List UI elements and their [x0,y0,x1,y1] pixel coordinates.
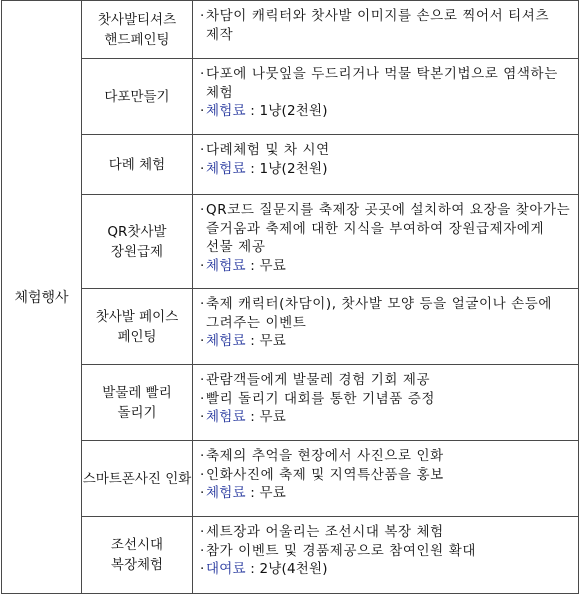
event-name-cell [82,517,193,594]
event-name-cell [82,365,193,441]
event-name-line: 찻사발티셔츠 [97,11,177,28]
bullet-dot: · [200,372,205,388]
bullet-dot: · [200,8,205,24]
bullet-dot: · [200,409,205,425]
event-description-cell [193,441,579,517]
fee-item [200,560,572,579]
fee-item [200,102,572,121]
event-name-cell [82,1,193,59]
detail-text: 참가 이벤트 및 경품제공으로 참여인원 확대 [206,542,476,559]
category-cell: 체험행사 [2,1,82,594]
bullet-dot: · [200,333,205,349]
detail-item [200,523,572,542]
event-name-cell [82,441,193,517]
event-name-line: 핸드페인팅 [104,31,170,48]
bullet-dot: · [200,160,205,177]
event-name-line: QR찻사발 [107,223,167,240]
bullet-dot: · [200,103,205,119]
fee-value: : 무료 [250,485,286,501]
table-row [2,365,579,441]
fee-value: : 1냥(2천원) [250,103,328,119]
experience-events-table [1,0,579,594]
event-name-line: 찻사발 페이스 [95,308,179,325]
event-description-cell [193,517,579,594]
event-description-cell [193,289,579,365]
detail-item [200,7,572,44]
fee-label: 대여료 [206,561,246,577]
bullet-dot: · [200,390,205,407]
detail-text: 축제의 추억을 현장에서 사진으로 인화 [206,448,444,464]
event-name-line: 복장체험 [110,557,164,573]
event-name-line: 발물레 빨리 [102,384,172,401]
detail-item [200,542,572,561]
table-row [2,441,579,517]
bullet-dot: · [200,296,205,312]
bullet-dot: · [200,257,205,274]
fee-value: : 2냥(4천원) [250,561,328,577]
detail-text: 다례체험 및 차 시연 [206,142,330,158]
detail-item [200,390,572,409]
bullet-dot: · [200,448,205,464]
detail-item [200,447,572,466]
event-description-cell [193,1,579,59]
bullet-dot: · [200,485,205,501]
fee-item [200,484,572,503]
detail-item [200,65,572,102]
fee-label: 체험료 [206,160,246,177]
detail-text: 세트장과 어울리는 조선시대 복장 체험 [206,524,444,540]
event-name-line: 돌리기 [117,404,157,421]
event-description-cell [193,365,579,441]
fee-value: : 무료 [250,333,286,349]
event-name-line: 스마트폰사진 인화 [82,470,192,487]
events-table-body [2,1,579,594]
fee-value: : 무료 [250,409,286,425]
bullet-dot: · [200,466,205,483]
table-row [2,289,579,365]
event-name-line: 장원급제 [110,243,164,260]
detail-text: 축제 캐릭터(차담이), 찻사발 모양 등을 얼굴이나 손등에 그려주는 이벤트 [206,296,553,331]
fee-item [200,408,572,427]
bullet-dot: · [200,66,205,82]
fee-item [200,160,572,179]
bullet-dot: · [200,561,205,577]
event-name-line: 다례 체험 [108,156,166,173]
detail-text: 인화사진에 축제 및 지역특산품을 홍보 [206,466,444,483]
detail-item [200,141,572,160]
fee-label: 체험료 [206,485,246,501]
event-name-cell [82,59,193,135]
fee-value: : 1냥(2천원) [250,160,328,177]
event-name-line: 조선시대 [110,537,164,553]
fee-label: 체험료 [206,409,246,425]
bullet-dot: · [200,524,205,540]
fee-label: 체험료 [206,257,246,274]
detail-item [200,295,572,332]
detail-text: 빨리 돌리기 대회를 통한 기념품 증정 [206,390,436,407]
bullet-dot: · [200,202,205,218]
fee-value: : 무료 [250,257,286,274]
event-name-cell [82,289,193,365]
event-description-cell [193,59,579,135]
table-row [2,1,579,59]
event-name-line: 페인팅 [117,328,157,345]
fee-item [200,332,572,351]
detail-item [200,371,572,390]
fee-item [200,257,572,276]
fee-label: 체험료 [206,333,246,349]
event-name-cell [82,195,193,289]
detail-text: 관람객들에게 발물레 경험 기회 제공 [206,372,431,388]
table-row [2,517,579,594]
table-row [2,135,579,195]
event-description-cell [193,195,579,289]
bullet-dot: · [200,142,205,158]
detail-text: QR코드 질문지를 축제장 곳곳에 설치하여 요장을 찾아가는 즐거움과 축제에 대한 지식을 부여하여 장원급제자에게 선물 제공 [206,202,571,255]
fee-label: 체험료 [206,103,246,119]
event-description-cell [193,135,579,195]
detail-text: 다포에 나뭇잎을 두드리거나 먹물 탁본기법으로 염색하는 체험 [206,66,558,101]
table-row [2,195,579,289]
event-name-line: 다포만들기 [104,88,170,105]
table-row [2,59,579,135]
detail-item [200,466,572,485]
detail-text: 차담이 캐릭터와 찻사발 이미지를 손으로 찍어서 티셔츠 제작 [206,8,550,43]
event-name-cell [82,135,193,195]
bullet-dot: · [200,542,205,559]
detail-item [200,201,572,257]
